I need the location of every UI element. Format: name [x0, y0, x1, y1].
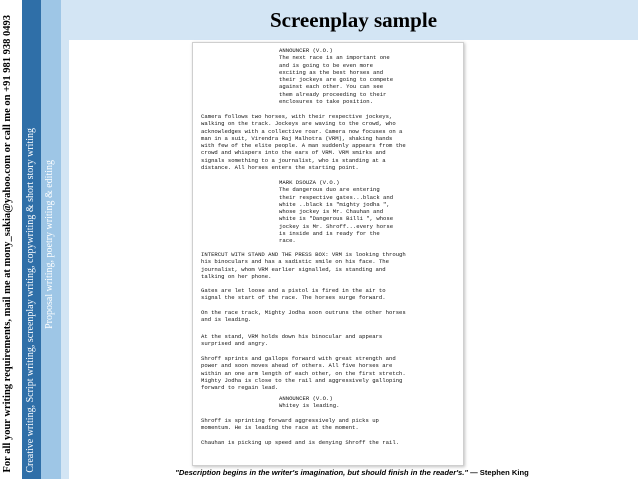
services-secondary: Proposal writing, poetry writing & editing	[44, 160, 55, 329]
dialogue-announcer-2: ANNOUNCER (V.O.) Whitey is leading.	[279, 395, 340, 410]
side-strip-pale-blue	[61, 0, 69, 479]
quote-author: — Stephen King	[470, 468, 529, 477]
slide-title: Screenplay sample	[269, 8, 438, 32]
action-camera-follows: Camera follows two horses, with their respective jockeys, walking on the track. Jockeys are waving to the crowd, who acknowledges with a collective roar. Camera now focuses on a man in a suit, Virendra Raj Malhotra (VRM), shaking hands with few of the elite people. A man suddenly appears from the crowd and whispers into the ears of VRM. VRM smirks and signals something to a journalist, who is standing at a distance. All horses enters the starting point.	[201, 113, 406, 172]
dialogue-announcer-1: ANNOUNCER (V.O.) The next race is an important one and is going to be even more exciting as the best horses and their jockeys are going to compete against each other. You can see them already proceeding to their enclosures to take position.	[279, 47, 394, 106]
dialogue-mark-dsouza: MARK DSOUZA (V.O.) The dangerous duo are entering their respective gates...black and white ..black is "mighty jodha ", whose jockey is Mr. Chauhan and white is "Dangerous Billi ", whose jockey is Mr. Shroff...every horse is inside and is ready for the race.	[279, 179, 394, 245]
action-chauhan: Chauhan is picking up speed and is denying Shroff the rail.	[201, 439, 400, 446]
action-shroff-momentum: Shroff is sprinting forward aggressively and picks up momentum. He is leading the race at the moment.	[201, 417, 379, 432]
services-primary: Creative writing, Script writing, screenplay writing, copywriting & short story writing	[25, 128, 36, 473]
contact-info: For all your writing requirements, mail me at mony_sakia@yahoo.com or call me on +91 981 938 0493	[2, 15, 13, 473]
quote-text: "Description begins in the writer's imagination, but should finish in the reader's."	[175, 468, 468, 477]
action-intercut: INTERCUT WITH STAND AND THE PRESS BOX: VRM is looking through his binoculars and has a sadistic smile on his face. The journalist, whom VRM earlier signalled, is standing and talking on her phone.	[201, 251, 406, 280]
screenplay-page	[192, 42, 464, 466]
action-shroff-sprints: Shroff sprints and gallops forward with great strength and power and soon moves ahead of others. All five horses are within an one arm length of each other, on the first stretch. Mighty Jodha is close to the rail and aggressively galloping forward to regain lead.	[201, 355, 406, 392]
action-race-track: On the race track, Mighty Jodha soon outruns the other horses and is leading.	[201, 309, 406, 324]
action-stand: At the stand, VRM holds down his binocular and appears surprised and angry.	[201, 333, 383, 348]
action-gates: Gates are let loose and a pistol is fired in the air to signal the start of the race. The horses surge forward.	[201, 287, 386, 302]
quote	[72, 468, 632, 477]
